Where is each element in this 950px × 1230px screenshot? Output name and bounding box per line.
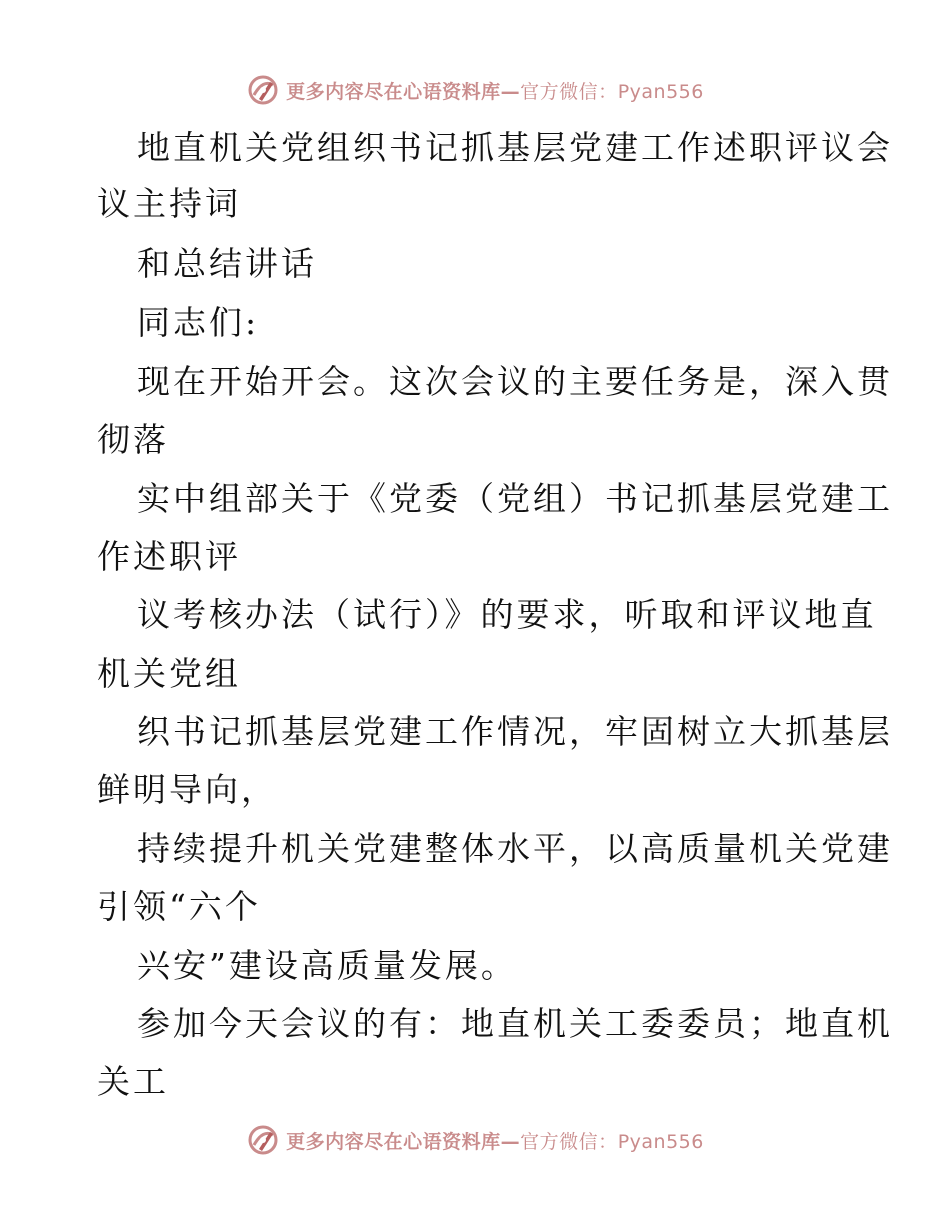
text-line: 织书记抓基层党建工作情况，牢固树立大抓基层: [137, 712, 893, 751]
text-line: 兴安”建设高质量发展。: [137, 946, 517, 985]
watermark-wechat-label: 官方微信：: [520, 80, 618, 103]
text-line: 地直机关党组织书记抓基层党建工作述职评议会: [137, 128, 893, 167]
watermark-wechat-id: Pyan556: [617, 1130, 704, 1153]
footer-watermark: [0, 1120, 950, 1160]
swirl-pen-logo-icon: [246, 73, 280, 107]
text-line: 引领“六个: [97, 887, 261, 926]
watermark-main-text: 更多内容尽在心语资料库: [286, 80, 501, 103]
swirl-pen-logo-icon: [246, 1123, 280, 1157]
text-line: 持续提升机关党建整体水平，以高质量机关党建: [137, 829, 893, 868]
header-watermark: [0, 70, 950, 110]
text-line: 和总结讲话: [137, 244, 317, 283]
text-line: 关工: [97, 1062, 169, 1101]
text-line: 同志们:: [137, 303, 260, 342]
watermark-text: [286, 1127, 704, 1154]
text-line: 作述职评: [97, 537, 241, 576]
watermark-wechat-id: Pyan556: [617, 80, 704, 103]
watermark-text: [286, 77, 704, 104]
watermark-wechat-label: 官方微信：: [520, 1130, 618, 1153]
text-line: 议考核办法（试行）》的要求，听取和评议地直: [137, 595, 877, 634]
text-line: 彻落: [97, 420, 169, 459]
watermark-main-text: 更多内容尽在心语资料库: [286, 1130, 501, 1153]
text-line: 议主持词: [97, 184, 241, 223]
text-line: 实中组部关于《党委（党组）书记抓基层党建工: [137, 479, 893, 518]
text-line: 机关党组: [97, 654, 241, 693]
text-line: 现在开始开会。这次会议的主要任务是，深入贯: [137, 362, 893, 401]
watermark-dash: —: [500, 80, 521, 103]
text-line: 鲜明导向，: [97, 770, 277, 809]
watermark-dash: —: [500, 1130, 521, 1153]
text-line: 参加今天会议的有：地直机关工委委员；地直机: [137, 1004, 893, 1043]
